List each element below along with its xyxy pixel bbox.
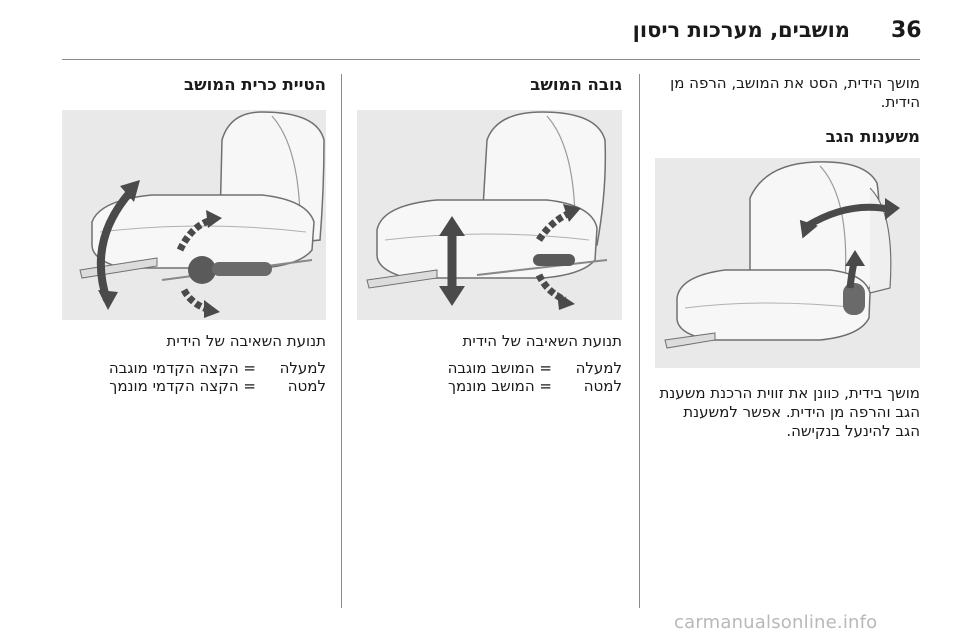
row-result: = המושב מוגבה [447, 359, 552, 377]
row-direction: למטה [287, 377, 326, 395]
cushion-tilt-illustration [62, 110, 326, 320]
page-header [0, 0, 960, 60]
cushion-tilt-row-up [62, 359, 326, 377]
left-column [62, 74, 326, 395]
seat-height-row-up [357, 359, 622, 377]
recline-lever-icon [843, 283, 865, 315]
seat-height-title: גובה המושב [530, 75, 622, 94]
middle-column [357, 74, 622, 395]
backrest-title: משענות הגב [825, 127, 920, 146]
row-direction: למטה [583, 377, 622, 395]
intro-text: מושך הידית, הסט את המושב, הרפה מן הידית. [670, 74, 920, 111]
row-result: = הקצה הקדמי מונמך [109, 377, 256, 395]
header-rule [62, 59, 920, 60]
height-lever-icon [533, 254, 575, 266]
cushion-tilt-drawing [62, 110, 326, 320]
row-result: = הקצה הקדמי מוגבה [108, 359, 256, 377]
seat-height-drawing [357, 110, 622, 320]
row-direction: למעלה [279, 359, 326, 377]
backrest-seat-drawing [655, 158, 920, 368]
tilt-lever-icon [188, 256, 216, 284]
row-direction: למעלה [575, 359, 622, 377]
row-result: = המושב מונמך [447, 377, 552, 395]
column-divider-left [341, 74, 342, 608]
section-title: מושבים, מערכות ריסון [632, 18, 850, 42]
watermark: carmanualsonline.info [674, 612, 878, 633]
seat-height-illustration [357, 110, 622, 320]
seat-height-row-down [357, 377, 622, 395]
page-number: 36 [891, 18, 922, 43]
seat-height-caption: תנועת השאיבה של הידית [462, 332, 622, 350]
backrest-illustration [655, 158, 920, 368]
cushion-tilt-title: הטיית כרית המושב [184, 75, 326, 94]
backrest-text: מושך בידית, כוונן את זווית הרכנת משענת הגב והרפה מן הידית. אפשר למשענת הגב להינעל בנקישה. [659, 384, 920, 440]
cushion-tilt-row-down [62, 377, 326, 395]
right-column [654, 74, 920, 441]
cushion-tilt-caption: תנועת השאיבה של הידית [166, 332, 326, 350]
column-divider-right [639, 74, 640, 608]
